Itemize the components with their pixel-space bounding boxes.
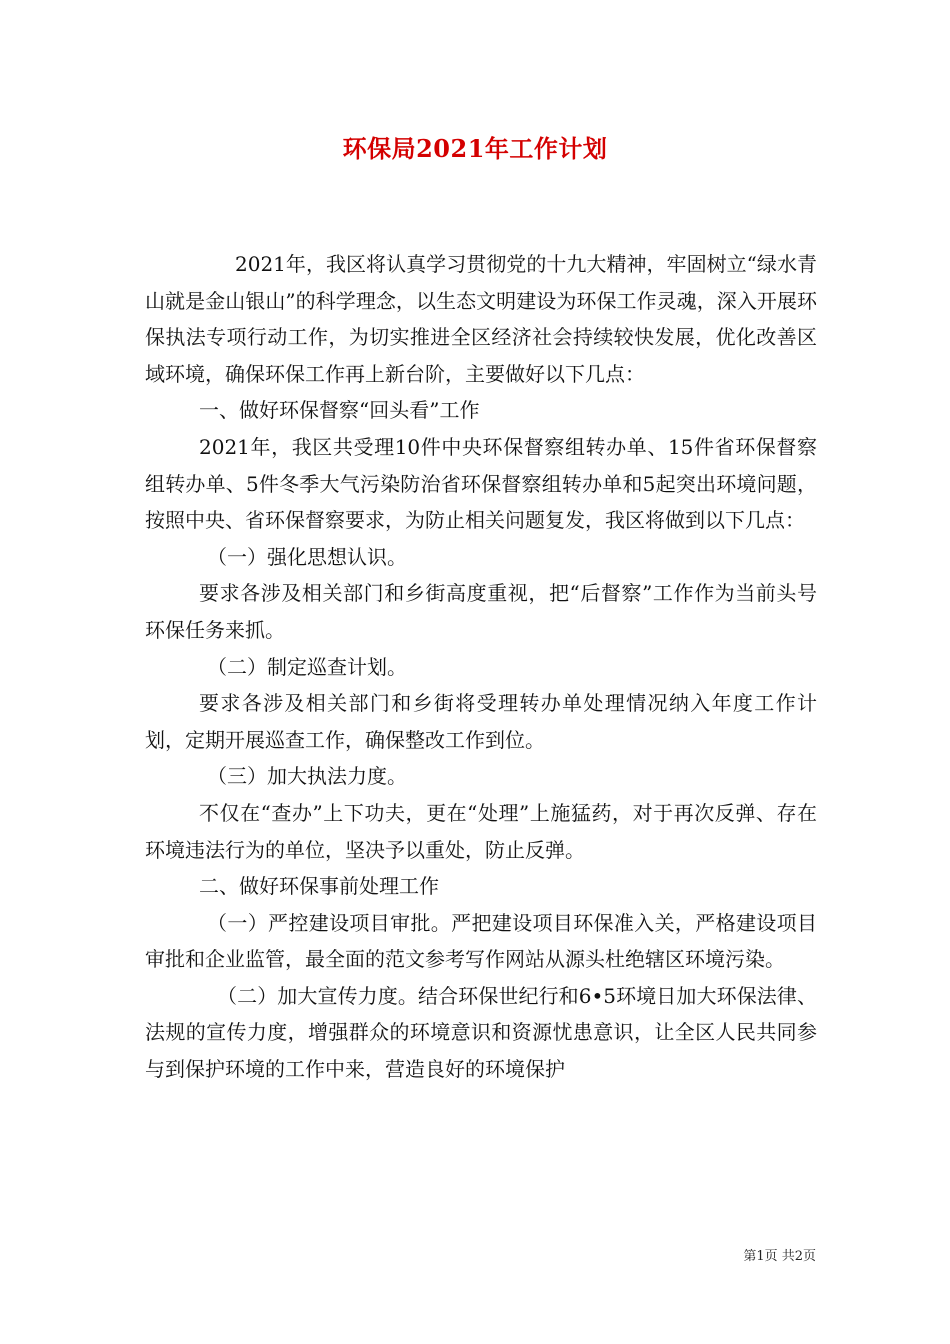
subsection-heading: （一）强化思想认识。 xyxy=(207,544,407,569)
subsection-heading: （二）制定巡查计划。 xyxy=(207,654,407,679)
subsection-heading: （三）加大执法力度。 xyxy=(207,764,407,789)
page-indicator: 第1页 共2页 xyxy=(743,1249,816,1264)
paragraph: （二）加大宣传力度。结合环保世纪行和6•5环境日加大环保法律、法规的宣传力度，增强群众的环境意识和资源忧患意识，让全区人民共同参与到保护环境的工作中来，营造良好的环境保护 xyxy=(145,983,817,1082)
paragraph-intro: 2021年，我区将认真学习贯彻党的十九大精神，牢固树立“绿水青山就是金山银山”的科学理念，以生态文明建设为环保工作灵魂，深入开展环保执法专项行动工作，为切实推进全区经济社会持续较快发展，优化改善区域环境，确保环保工作再上新台阶，主要做好以下几点： xyxy=(145,252,817,386)
section-heading-1: 一、做好环保督察“回头看”工作 xyxy=(199,398,480,423)
paragraph: （一）严控建设项目审批。严把建设项目环保准入关，严格建设项目审批和企业监管，最全面的范文参考写作网站从源头杜绝辖区环境污染。 xyxy=(145,910,817,972)
paragraph: 不仅在“查办”上下功夫，更在“处理”上施猛药，对于再次反弹、存在环境违法行为的单位，坚决予以重处，防止反弹。 xyxy=(145,800,817,862)
document-body xyxy=(145,246,817,1088)
paragraph: 2021年，我区共受理10件中央环保督察组转办单、15件省环保督察组转办单、5件冬季大气污染防治省环保督察组转办单和5起突出环境问题，按照中央、省环保督察要求，为防止相关问题复发，我区将做到以下几点： xyxy=(145,434,817,533)
section-heading-2: 二、做好环保事前处理工作 xyxy=(199,874,439,899)
paragraph: 要求各涉及相关部门和乡街高度重视，把“后督察”工作作为当前头号环保任务来抓。 xyxy=(145,581,817,642)
document-title: 环保局2021年工作计划 xyxy=(342,134,608,163)
paragraph: 要求各涉及相关部门和乡街将受理转办单处理情况纳入年度工作计划，定期开展巡查工作，确保整改工作到位。 xyxy=(145,691,817,752)
